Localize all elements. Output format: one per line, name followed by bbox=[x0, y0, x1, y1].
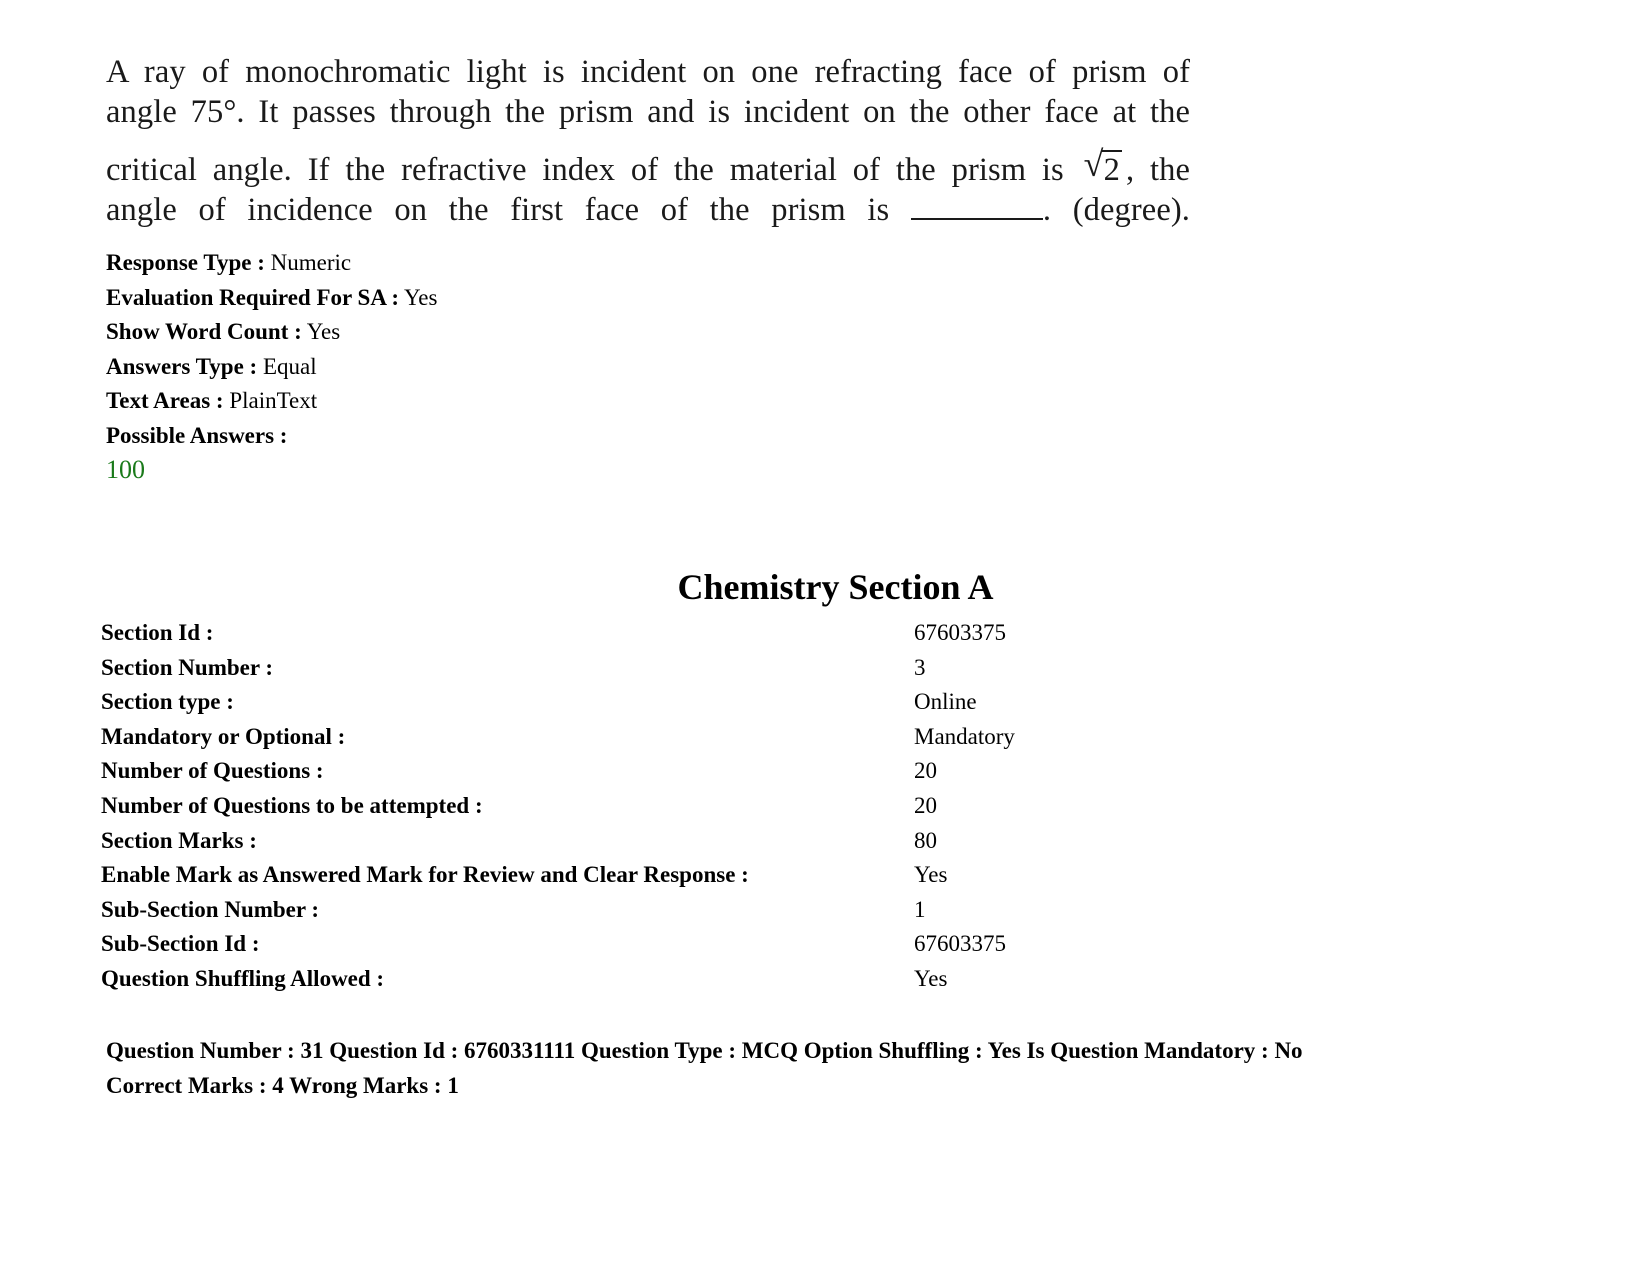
answers-type-row bbox=[106, 350, 437, 385]
question-line-2: angle 75°. It passes through the prism and is incident on the other face at the bbox=[106, 94, 1190, 130]
question-line-4 bbox=[106, 190, 1190, 230]
evaluation-value: Yes bbox=[404, 284, 438, 310]
section-detail-row bbox=[101, 927, 1401, 962]
question-text bbox=[106, 52, 1190, 230]
section-detail-value: Yes bbox=[914, 965, 948, 991]
section-detail-row bbox=[101, 789, 1401, 824]
section-detail-value: 1 bbox=[914, 896, 926, 922]
text-areas-label: Text Areas : bbox=[106, 388, 224, 413]
section-detail-label: Enable Mark as Answered Mark for Review and Clear Response : bbox=[101, 862, 749, 888]
possible-answer-value: 100 bbox=[106, 455, 145, 484]
question-info bbox=[106, 1033, 1303, 1103]
section-detail-label: Section type : bbox=[101, 689, 234, 715]
question-line-3-end: , the bbox=[1125, 152, 1190, 188]
square-root-value: 2 bbox=[1103, 152, 1120, 188]
section-detail-label: Number of Questions to be attempted : bbox=[101, 792, 483, 818]
evaluation-label: Evaluation Required For SA : bbox=[106, 284, 400, 310]
section-detail-label: Number of Questions : bbox=[101, 758, 324, 784]
response-type-value: Numeric bbox=[270, 250, 352, 275]
section-detail-row bbox=[101, 824, 1401, 859]
section-detail-value: 67603375 bbox=[914, 620, 1006, 645]
response-type-row bbox=[106, 246, 437, 281]
section-title: Chemistry Section A bbox=[677, 567, 994, 607]
question-meta bbox=[106, 246, 437, 453]
question-line-4-text: angle of incidence on the first face of the prism is bbox=[106, 192, 890, 228]
possible-answers-label: Possible Answers : bbox=[106, 422, 288, 448]
question-line-3 bbox=[106, 144, 1190, 190]
section-detail-row bbox=[101, 858, 1401, 893]
word-count-value: Yes bbox=[306, 319, 341, 344]
section-detail-row bbox=[101, 651, 1401, 686]
question-line-3-text: critical angle. If the refractive index of the material of the prism is bbox=[106, 152, 1064, 188]
evaluation-row bbox=[106, 281, 437, 316]
answer-blank bbox=[911, 192, 1043, 220]
section-detail-label: Section Id : bbox=[101, 620, 214, 645]
section-details-table bbox=[101, 616, 1401, 997]
section-detail-row bbox=[101, 754, 1401, 789]
question-info-line-1: Question Number : 31 Question Id : 6760331111 Question Type : MCQ Option Shuffling : Yes Is Question Mandatory : No bbox=[106, 1038, 1303, 1063]
section-detail-value: Yes bbox=[914, 862, 948, 888]
possible-answers-row bbox=[106, 419, 437, 454]
word-count-row bbox=[106, 315, 437, 350]
section-detail-label: Section Number : bbox=[101, 654, 274, 680]
section-detail-label: Sub-Section Number : bbox=[101, 896, 320, 922]
section-detail-label: Mandatory or Optional : bbox=[101, 723, 346, 749]
section-detail-value: Online bbox=[914, 689, 977, 715]
section-detail-row bbox=[101, 685, 1401, 720]
text-areas-value: PlainText bbox=[229, 388, 318, 413]
section-detail-row bbox=[101, 616, 1401, 651]
square-root-icon: √ bbox=[1083, 144, 1104, 184]
section-detail-label: Question Shuffling Allowed : bbox=[101, 965, 385, 991]
section-detail-row bbox=[101, 893, 1401, 928]
question-info-line-2: Correct Marks : 4 Wrong Marks : 1 bbox=[106, 1073, 459, 1098]
section-detail-value: 20 bbox=[914, 758, 937, 784]
section-detail-value: 3 bbox=[914, 654, 926, 680]
question-line-4-end: . (degree). bbox=[1042, 192, 1190, 228]
square-root-expression bbox=[1083, 144, 1122, 190]
section-detail-value: 20 bbox=[914, 792, 937, 818]
section-detail-value: Mandatory bbox=[914, 723, 1015, 749]
section-detail-label: Sub-Section Id : bbox=[101, 931, 260, 957]
section-detail-value: 67603375 bbox=[914, 931, 1006, 957]
text-areas-row bbox=[106, 384, 437, 419]
section-detail-value: 80 bbox=[914, 827, 937, 853]
section-detail-row bbox=[101, 720, 1401, 755]
answers-type-label: Answers Type : bbox=[106, 353, 258, 379]
section-detail-row bbox=[101, 962, 1401, 997]
question-line-1: A ray of monochromatic light is incident on one refracting face of prism of bbox=[106, 54, 1190, 90]
section-detail-label: Section Marks : bbox=[101, 827, 257, 853]
response-type-label: Response Type : bbox=[106, 250, 265, 275]
answers-type-value: Equal bbox=[262, 353, 317, 379]
word-count-label: Show Word Count : bbox=[106, 319, 302, 344]
